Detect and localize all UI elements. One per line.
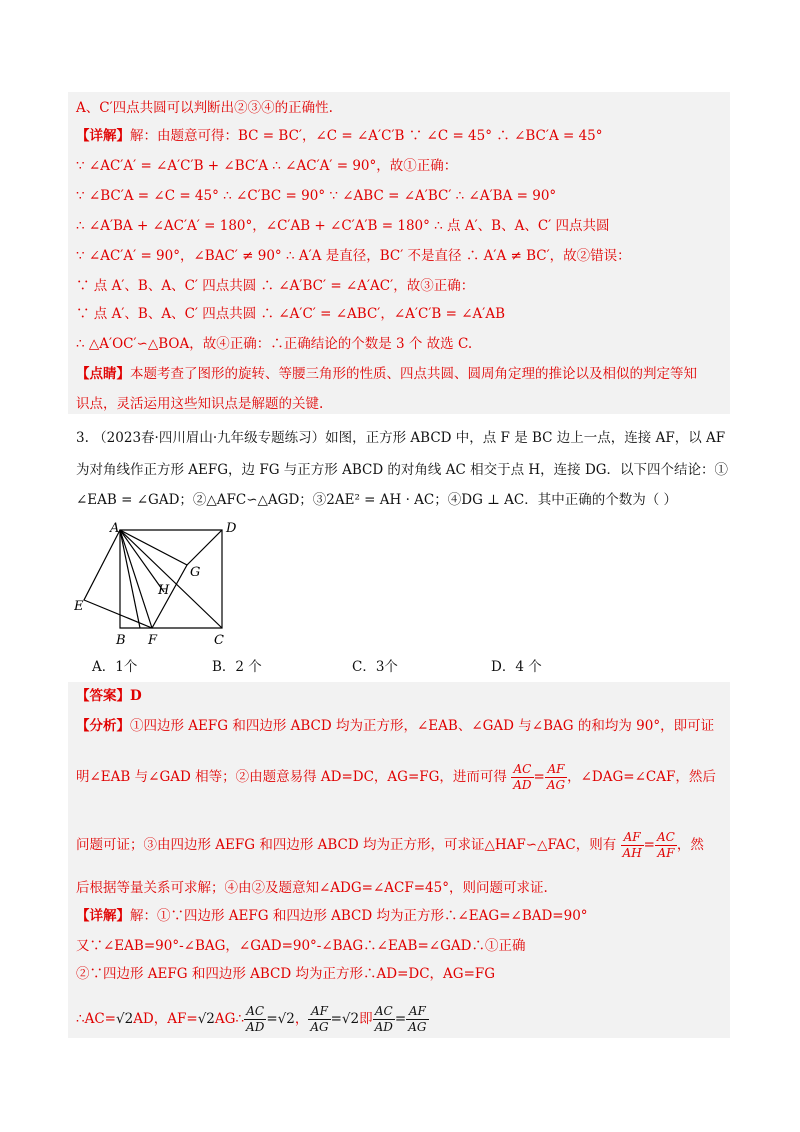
label-g: G: [190, 565, 201, 580]
fraction: [655, 830, 677, 861]
fraction-numerator: AF: [545, 762, 567, 778]
analysis-label: 【分析】: [76, 718, 130, 734]
fraction-denominator: AD: [513, 778, 532, 792]
sqrt-2: √2: [341, 1011, 360, 1027]
prev-solution-line: ∵ ∠AC′A′ = 90°，∠BAC′ ≠ 90° ∴ A′A 是直径，BC′ 不是直径 ∴ A′A ≠ BC′，故②错误：: [76, 248, 631, 264]
label-b: B: [116, 633, 126, 648]
analysis-text: ，∠DAG=∠CAF，然后: [567, 769, 716, 785]
fraction-denominator: AD: [374, 1020, 393, 1034]
comment-line: [76, 364, 697, 384]
detail-text: ∴AC=: [76, 1011, 116, 1027]
label-c: C: [214, 633, 224, 648]
label-f: F: [148, 633, 158, 648]
fraction-denominator: AH: [622, 846, 642, 860]
analysis-line: 明∠EAB 与∠GAD 相等；②由题意易得 AD=DC，AG=FG，进而可得 $\frac{AC}{AD}$ = $\frac{AF}{AG}$ ，∠DAG=∠CAF，然后: [76, 762, 716, 792]
comment-text: 本题考查了图形的旋转、等腰三角形的性质、四点共圆、圆周角定理的推论以及相似的判定等知: [130, 366, 697, 382]
prev-solution-line: ∵ ∠AC′A′ = ∠A′C′B + ∠BC′A ∴ ∠AC′A′ = 90°，故①正确：: [76, 158, 458, 174]
fraction-numerator: AC: [373, 1004, 395, 1020]
analysis-text: ，然: [676, 837, 704, 853]
prev-solution-text: 解：由题意可得：BC = BC′，∠C = ∠A′C′B ∵ ∠C = 45° ∴ ∠BC′A = 45°: [130, 128, 603, 144]
sqrt-2: √2: [115, 1011, 134, 1027]
option-a[interactable]: A．1个: [92, 659, 138, 675]
fraction-numerator: AF: [621, 830, 644, 846]
detail-text: AG∴: [214, 1011, 245, 1027]
fraction-numerator: AC: [656, 830, 675, 844]
fraction-numerator: AF: [308, 1004, 330, 1020]
detail-text: 即: [359, 1011, 373, 1027]
label-h: H: [158, 583, 170, 598]
detail-text: AD，AF=: [133, 1011, 198, 1027]
label-d: D: [226, 521, 237, 536]
detail-line: ②∵四边形 AEFG 和四边形 ABCD 均为正方形∴AD=DC，AG=FG: [76, 966, 496, 982]
fraction-numerator: AF: [406, 1004, 428, 1020]
option-b[interactable]: B．2 个: [212, 659, 262, 675]
answer-line: [76, 686, 142, 706]
question-line: 为对角线作正方形 AEFG，边 FG 与正方形 ABCD 的对角线 AC 相交于点 H，连接 DG．以下四个结论：①: [76, 462, 729, 478]
analysis-line: 后根据等量关系可求解；④由②及题意知∠ADG=∠ACF=45°，则问题可求证.: [76, 880, 548, 896]
label-a: A: [110, 521, 120, 536]
question-line: 3. （2023春·四川眉山·九年级专题练习）如图，正方形 ABCD 中，点 F 是 BC 边上一点，连接 AF，以 AF: [76, 430, 726, 446]
fraction: [545, 762, 567, 793]
geometry-figure: [74, 520, 244, 650]
analysis-line: [76, 716, 714, 736]
fraction-denominator: AG: [310, 1020, 329, 1034]
answer-value: D: [130, 688, 142, 704]
equals-sign: =: [266, 1011, 278, 1027]
equals-sign: =: [394, 1011, 407, 1027]
prev-solution-line: ∵ 点 A′、B、A、C′ 四点共圆 ∴ ∠A′C′ = ∠ABC′，∠A′C′B = ∠A′AB: [76, 306, 506, 322]
sqrt-2: √2: [277, 1011, 295, 1027]
detail-label: 【详解】: [76, 128, 130, 144]
prev-solution-line: ∵ 点 A′、B、A、C′ 四点共圆 ∴ ∠A′BC′ = ∠A′AC′，故③正确：: [76, 278, 475, 294]
fraction-denominator: AG: [546, 778, 566, 792]
detail-text: ，: [294, 1011, 309, 1027]
detail-line: 又∵∠EAB=90°-∠BAG，∠GAD=90°-∠BAG∴∠EAB=∠GAD∴①正确: [76, 938, 526, 954]
fraction-denominator: AG: [408, 1020, 427, 1034]
answer-label: 【答案】: [76, 688, 130, 704]
fraction: [406, 1004, 428, 1035]
question-line: ∠EAB = ∠GAD；②△AFC∽△AGD；③2AE² = AH · AC；④DG ⊥ AC．其中正确的个数为（ ）: [76, 492, 678, 508]
detail-label: 【详解】: [76, 908, 130, 924]
fraction-denominator: AF: [657, 846, 675, 860]
analysis-text: 问题可证；③由四边形 AEFG 和四边形 ABCD 均为正方形，可求证△HAF∽△FAC，则有: [76, 837, 617, 853]
detail-line: [76, 906, 588, 926]
detail-line: [76, 1004, 429, 1035]
fraction-numerator: AC: [244, 1004, 266, 1020]
option-c[interactable]: C．3个: [352, 659, 398, 675]
fraction: [244, 1004, 266, 1035]
prev-solution-line: A、C′四点共圆可以判断出②③④的正确性.: [76, 100, 333, 116]
fraction-numerator: AC: [511, 762, 533, 778]
analysis-text: 明∠EAB 与∠GAD 相等；②由题意易得 AD=DC，AG=FG，进而可得: [76, 769, 507, 785]
comment-label: 【点睛】: [76, 366, 130, 382]
analysis-line: 问题可证；③由四边形 AEFG 和四边形 ABCD 均为正方形，可求证△HAF∽△FAC，则有 $\frac{AF}{AH}$ = $\frac{AC}{AF}$ ，然: [76, 830, 704, 860]
sqrt-2: √2: [197, 1011, 215, 1027]
detail-text: 解：①∵四边形 AEFG 和四边形 ABCD 均为正方形∴∠EAG=∠BAD=90°: [130, 908, 588, 924]
prev-solution-line: ∴ ∠A′BA + ∠AC′A′ = 180°，∠C′AB + ∠C′A′B = 180° ∴ 点 A′、B、A、C′ 四点共圆: [76, 218, 610, 234]
fraction: [511, 762, 533, 793]
option-d[interactable]: D．4 个: [491, 659, 542, 675]
fraction: [308, 1004, 330, 1035]
fraction: [373, 1004, 395, 1035]
equals-sign: =: [330, 1011, 342, 1027]
prev-solution-line: [76, 126, 603, 146]
comment-line: 识点，灵活运用这些知识点是解题的关键.: [76, 396, 324, 412]
prev-solution-line: ∴ △A′OC′∽△BOA，故④正确：∴正确结论的个数是 3 个 故选 C.: [76, 336, 473, 352]
label-e: E: [74, 599, 84, 614]
fraction: [621, 830, 644, 861]
analysis-text: ①四边形 AEFG 和四边形 ABCD 均为正方形，∠EAB、∠GAD 与∠BAG 的和均为 90°，即可证: [130, 718, 715, 734]
fraction-denominator: AD: [246, 1020, 265, 1034]
segment-dg: [187, 530, 222, 565]
prev-solution-line: ∵ ∠BC′A = ∠C = 45° ∴ ∠C′BC = 90° ∵ ∠ABC = ∠A′BC′ ∴ ∠A′BA = 90°: [76, 188, 557, 204]
